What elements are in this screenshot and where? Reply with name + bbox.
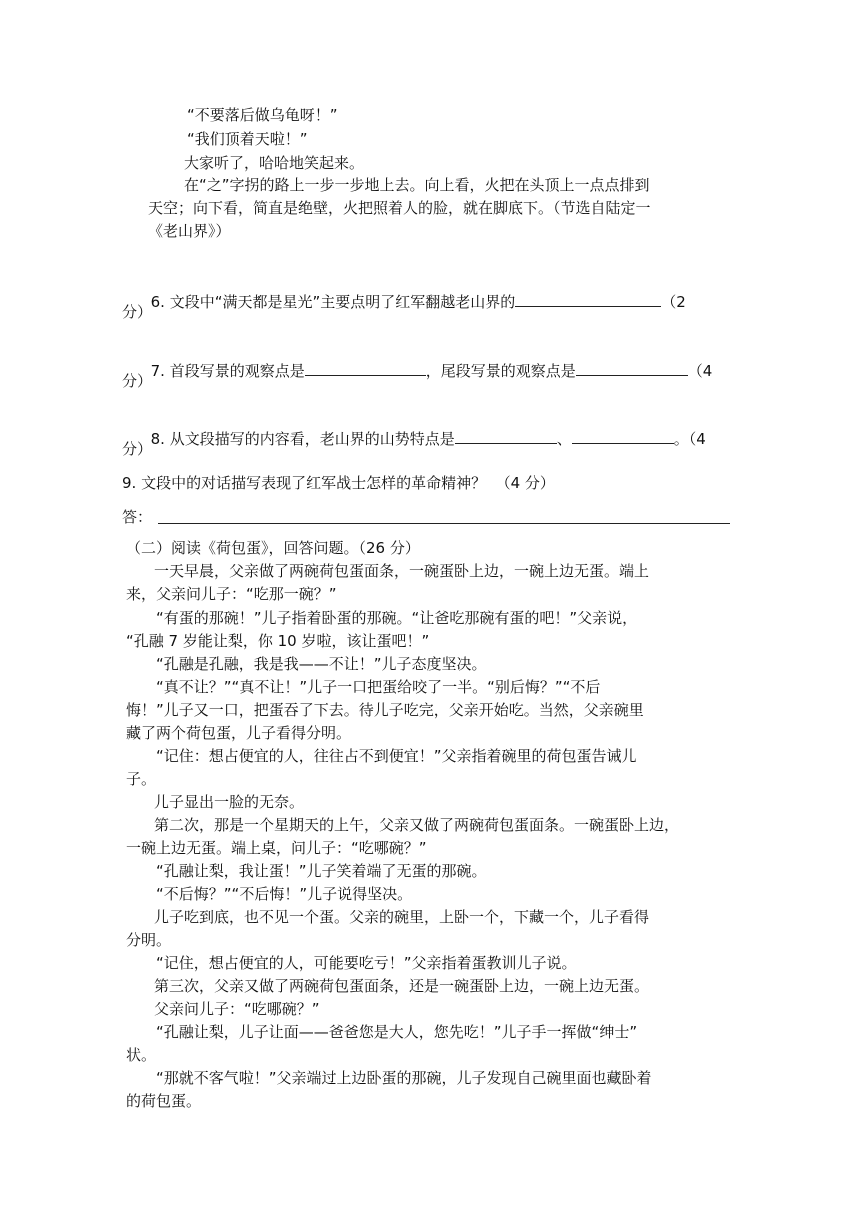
story-line: 儿子显出一脸的无奈。 xyxy=(154,793,305,811)
story-line: “记住，想占便宜的人，可能要吃亏！”父亲指着蛋教训儿子说。 xyxy=(156,954,577,972)
question-8-points: 。（4 xyxy=(673,430,706,448)
story-line: “有蛋的那碗！”儿子指着卧蛋的那碗。“让爸吃那碗有蛋的吧！”父亲说， xyxy=(156,609,638,627)
question-9-text: 9. 文段中的对话描写表现了红军战士怎样的革命精神？ （4 分） xyxy=(122,474,555,492)
question-7-points-cont: 分） xyxy=(122,372,153,390)
story-line: 父亲问儿子：“吃哪碗？” xyxy=(154,1000,320,1018)
passage-source: 《老山界》） xyxy=(148,222,231,240)
answer-line[interactable] xyxy=(158,523,730,524)
question-6-text: 6. 文段中“满天都是星光”主要点明了红军翻越老山界的 xyxy=(150,293,516,311)
passage-line: 大家听了，哈哈地笑起来。 xyxy=(184,154,365,172)
passage-line: “我们顶着天啦！” xyxy=(187,130,308,148)
story-line: 第二次，那是一个星期天的上午，父亲又做了两碗荷包蛋面条。一碗蛋卧上边， xyxy=(154,816,680,834)
answer-blank[interactable] xyxy=(572,429,674,444)
question-7-text-a: 7. 首段写景的观察点是 xyxy=(150,362,305,380)
story-line: 藏了两个荷包蛋，儿子看得分明。 xyxy=(126,724,352,742)
question-7-points: （4 xyxy=(687,362,713,380)
story-line: “孔融是孔融，我是我——不让！”儿子态度坚决。 xyxy=(156,655,487,673)
question-7-text-b: ，尾段写景的观察点是 xyxy=(425,362,576,380)
answer-blank[interactable] xyxy=(576,361,688,376)
story-line: 子。 xyxy=(126,770,157,788)
passage-line: 天空；向下看，简直是绝壁，火把照着人的脸，就在脚底下。（节选自陆定一 xyxy=(148,199,651,217)
story-line: 第三次，父亲又做了两碗荷包蛋面条，还是一碗蛋卧上边，一碗上边无蛋。 xyxy=(154,977,650,995)
answer-blank[interactable] xyxy=(305,361,426,376)
story-line: “孔融 7 岁能让梨，你 10 岁啦，该让蛋吧！” xyxy=(126,632,430,650)
story-line: 来，父亲问儿子：“吃那一碗？” xyxy=(126,585,337,603)
answer-blank[interactable] xyxy=(455,429,557,444)
story-line: “真不让？”“真不让！”儿子一口把蛋给咬了一半。“别后悔？”“不后 xyxy=(156,678,601,696)
passage-line: “不要落后做乌龟呀！” xyxy=(187,106,338,124)
story-line: 一天早晨，父亲做了两碗荷包蛋面条，一碗蛋卧上边，一碗上边无蛋。端上 xyxy=(154,562,650,580)
question-8-points-cont: 分） xyxy=(122,440,153,458)
story-line: 悔！”儿子又一口，把蛋吞了下去。待儿子吃完，父亲开始吃。当然，父亲碗里 xyxy=(126,701,644,719)
story-line: “不后悔？”“不后悔！”儿子说得坚决。 xyxy=(156,885,413,903)
story-line: 状。 xyxy=(126,1046,157,1064)
question-6-points: （2 xyxy=(661,293,686,311)
story-line: 的荷包蛋。 xyxy=(126,1092,202,1110)
story-line: “孔融让梨，儿子让面——爸爸您是大人，您先吃！”儿子手一挥做“绅士” xyxy=(156,1023,638,1041)
answer-label: 答： xyxy=(122,508,153,526)
story-line: “那就不客气啦！”父亲端过上边卧蛋的那碗，儿子发现自己碗里面也藏卧着 xyxy=(156,1069,652,1087)
question-8-separator: 、 xyxy=(556,430,572,448)
story-line: 儿子吃到底，也不见一个蛋。父亲的碗里，上卧一个，下藏一个，儿子看得 xyxy=(154,908,650,926)
section-heading: （二）阅读《荷包蛋》，回答问题。（26 分） xyxy=(126,539,420,557)
answer-blank[interactable] xyxy=(515,292,661,307)
question-6-points-cont: 分） xyxy=(122,303,153,321)
passage-line: 在“之”字拐的路上一步一步地上去。向上看，火把在头顶上一点点排到 xyxy=(184,176,650,194)
question-8-text: 8. 从文段描写的内容看，老山界的山势特点是 xyxy=(150,430,455,448)
story-line: “记住：想占便宜的人，往往占不到便宜！”父亲指着碗里的荷包蛋告诫儿 xyxy=(156,747,637,765)
story-line: 分明。 xyxy=(126,931,172,949)
story-line: “孔融让梨，我让蛋！”儿子笑着端了无蛋的那碗。 xyxy=(156,862,487,880)
story-line: 一碗上边无蛋。端上桌，问儿子：“吃哪碗？” xyxy=(126,839,427,857)
